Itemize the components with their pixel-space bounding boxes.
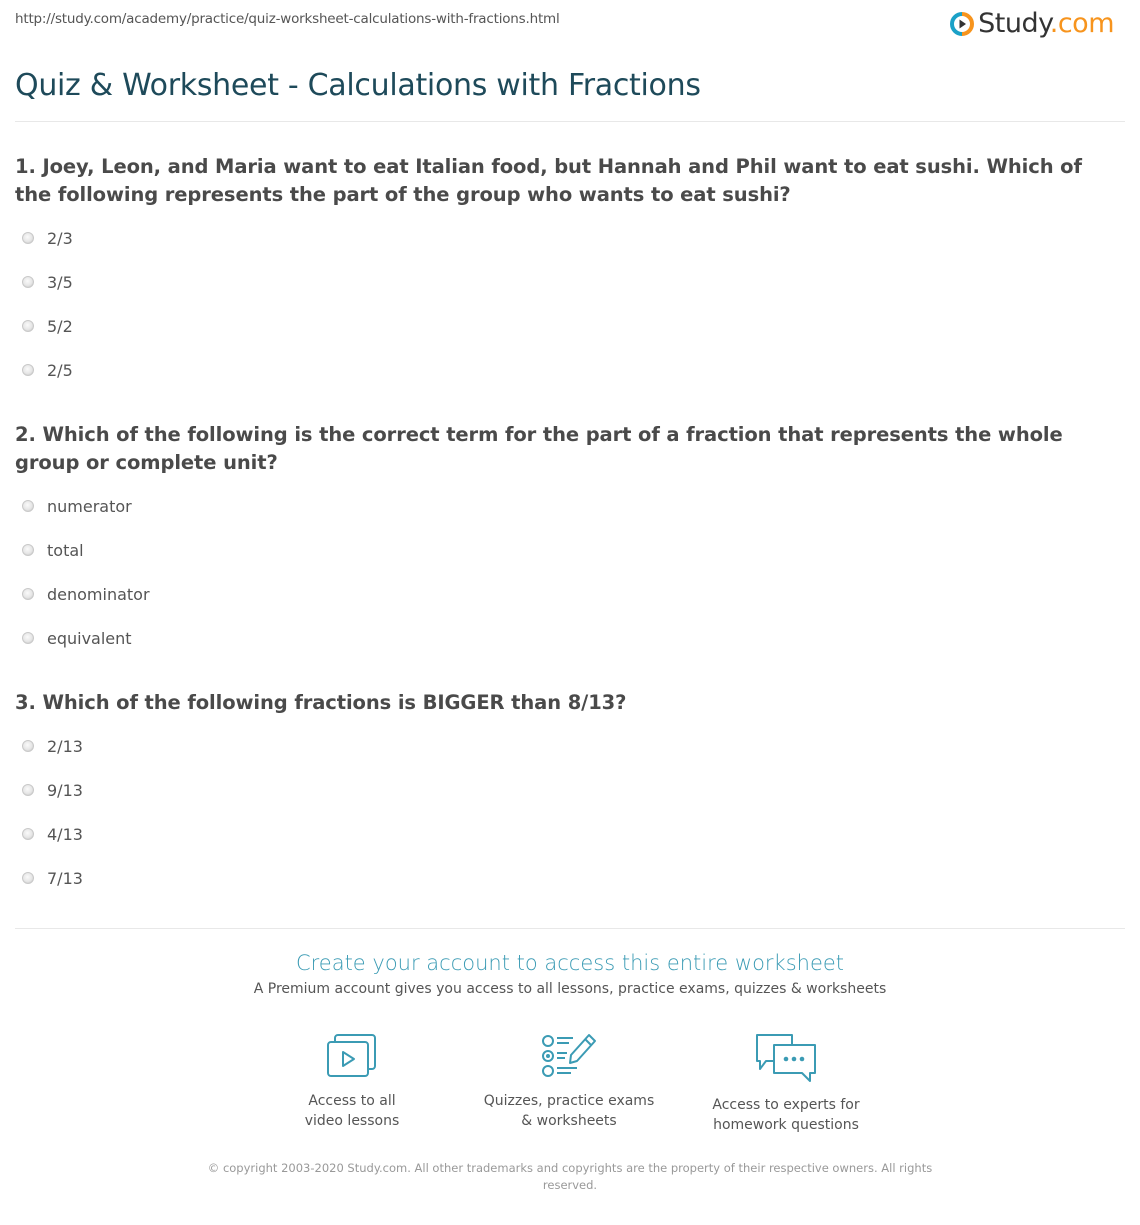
- q1-option-1[interactable]: [22, 227, 73, 249]
- q3-option-3[interactable]: [22, 823, 83, 845]
- study-logo[interactable]: [950, 8, 1114, 40]
- feature-video-lessons: [252, 1033, 452, 1131]
- q3-option-4[interactable]: [22, 867, 83, 889]
- feature-label-line2: homework questions: [713, 1117, 859, 1133]
- radio-button[interactable]: [22, 740, 34, 752]
- video-lessons-icon: [326, 1033, 378, 1079]
- play-circle-logo-icon: [950, 12, 974, 36]
- radio-button[interactable]: [22, 828, 34, 840]
- radio-button[interactable]: [22, 276, 34, 288]
- quiz-checklist-icon: [541, 1033, 597, 1079]
- radio-button[interactable]: [22, 320, 34, 332]
- option-label: 2/3: [47, 228, 73, 248]
- feature-label-line2: & worksheets: [521, 1113, 617, 1129]
- option-label: 9/13: [47, 780, 83, 800]
- q2-option-1[interactable]: [22, 495, 132, 517]
- cta-divider: [15, 928, 1125, 929]
- q2-option-4[interactable]: [22, 627, 132, 649]
- option-label: numerator: [47, 496, 132, 516]
- option-label: 2/13: [47, 736, 83, 756]
- q3-option-2[interactable]: [22, 779, 83, 801]
- question-1-text: 1. Joey, Leon, and Maria want to eat Italian food, but Hannah and Phil want to eat sushi. Which of the following represents the part of the group who wants to eat sushi?: [15, 155, 1082, 206]
- feature-label-line1: Quizzes, practice exams: [483, 1093, 655, 1109]
- option-label: equivalent: [47, 628, 132, 648]
- radio-button[interactable]: [22, 872, 34, 884]
- feature-label-line1: Access to all: [308, 1093, 396, 1109]
- radio-button[interactable]: [22, 544, 34, 556]
- option-label: denominator: [47, 584, 150, 604]
- q1-option-4[interactable]: [22, 359, 73, 381]
- radio-button[interactable]: [22, 232, 34, 244]
- q3-option-1[interactable]: [22, 735, 83, 757]
- option-label: 4/13: [47, 824, 83, 844]
- feature-quizzes: [469, 1033, 669, 1131]
- feature-experts: [686, 1033, 886, 1135]
- feature-label-line2: video lessons: [304, 1113, 400, 1129]
- q1-option-3[interactable]: [22, 315, 73, 337]
- option-label: 7/13: [47, 868, 83, 888]
- option-label: 5/2: [47, 316, 73, 336]
- question-2-text: 2. Which of the following is the correct term for the part of a fraction that represents the whole group or complete unit?: [15, 423, 1063, 474]
- logo-name: Study: [978, 8, 1050, 39]
- q1-option-2[interactable]: [22, 271, 73, 293]
- page-url: http://study.com/academy/practice/quiz-worksheet-calculations-with-fractions.html: [15, 11, 560, 27]
- cta-title[interactable]: Create your account to access this entire worksheet: [295, 951, 845, 975]
- radio-button[interactable]: [22, 364, 34, 376]
- q2-option-2[interactable]: [22, 539, 84, 561]
- copyright-text: © copyright 2003-2020 Study.com. All other trademarks and copyrights are the property of their respective owners. All rights reserved.: [207, 1161, 933, 1192]
- logo-suffix: .com: [1049, 8, 1114, 39]
- feature-label-line1: Access to experts for: [712, 1097, 860, 1113]
- title-divider: [15, 121, 1125, 122]
- radio-button[interactable]: [22, 784, 34, 796]
- cta-subtitle: A Premium account gives you access to all lessons, practice exams, quizzes & worksheets: [253, 981, 887, 997]
- option-label: 3/5: [47, 272, 73, 292]
- q2-option-3[interactable]: [22, 583, 150, 605]
- chat-experts-icon: [754, 1033, 818, 1083]
- radio-button[interactable]: [22, 632, 34, 644]
- question-3-text: 3. Which of the following fractions is BIGGER than 8/13?: [15, 691, 627, 714]
- option-label: 2/5: [47, 360, 73, 380]
- page-title: Quiz & Worksheet - Calculations with Fractions: [15, 68, 701, 103]
- option-label: total: [47, 540, 84, 560]
- radio-button[interactable]: [22, 588, 34, 600]
- radio-button[interactable]: [22, 500, 34, 512]
